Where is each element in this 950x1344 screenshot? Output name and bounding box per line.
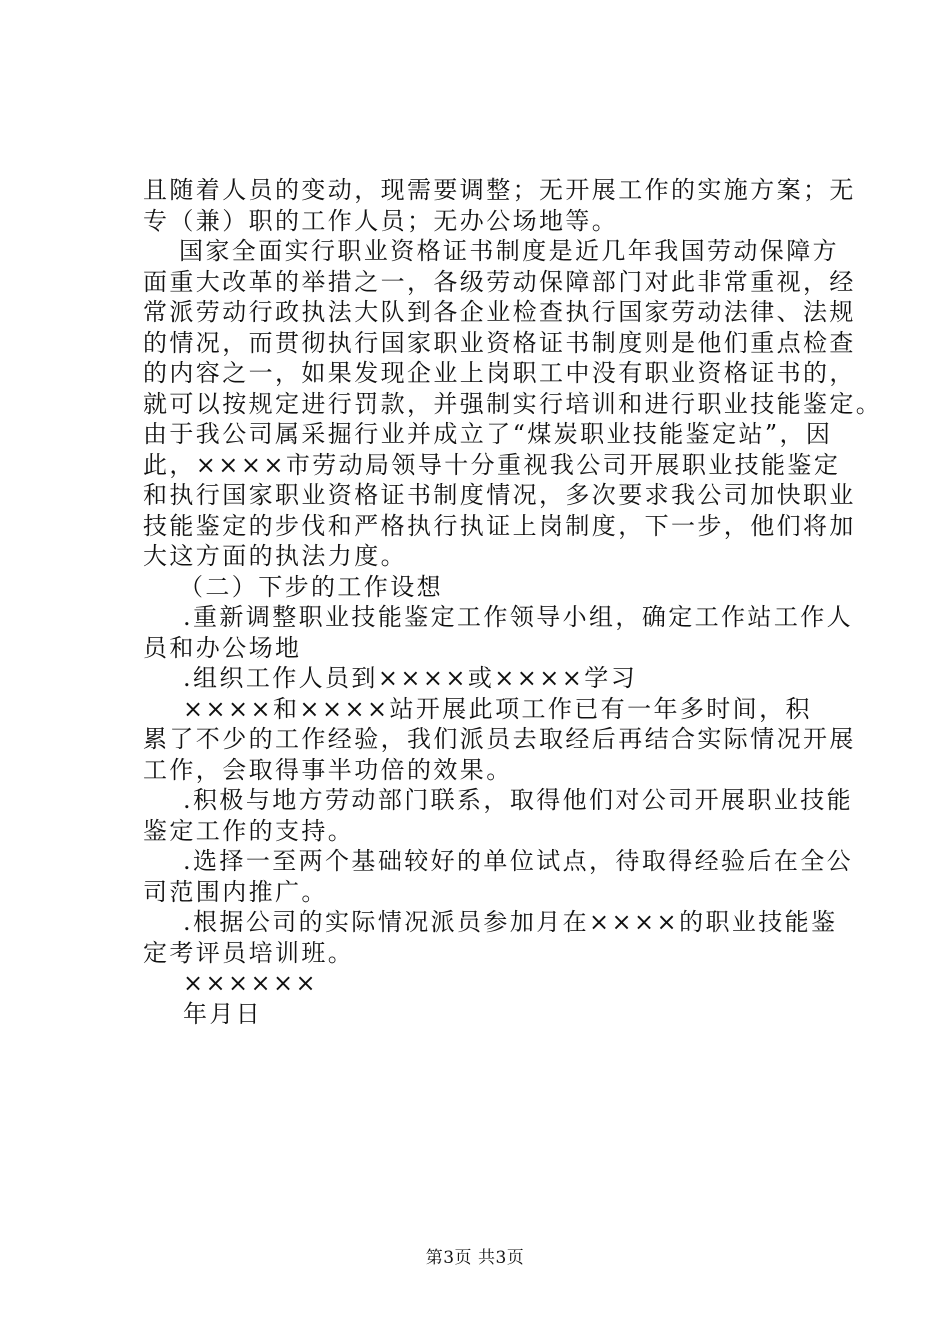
list-item: .选择一至两个基础较好的单位试点，待取得经验后在全公 bbox=[183, 847, 854, 875]
body-line: 由于我公司属采掘行业并成立了“煤炭职业技能鉴定站”，因 bbox=[143, 420, 833, 448]
section-heading: （二）下步的工作设想 bbox=[179, 572, 443, 601]
body-line: 面重大改革的举措之一，各级劳动保障部门对此非常重视，经 bbox=[143, 267, 856, 296]
list-item: .重新调整职业技能鉴定工作领导小组，确定工作站工作人 bbox=[183, 603, 854, 631]
body-line: 的情况，而贯彻执行国家职业资格证书制度则是他们重点检查 bbox=[143, 328, 856, 357]
body-line: 累了不少的工作经验，我们派员去取经后再结合实际情况开展 bbox=[143, 725, 856, 753]
body-line: 且随着人员的变动，现需要调整；无开展工作的实施方案；无 bbox=[143, 176, 856, 204]
body-line: 鉴定工作的支持。 bbox=[143, 816, 355, 845]
list-item: .积极与地方劳动部门联系，取得他们对公司开展职业技能 bbox=[183, 786, 854, 814]
body-line: 此，××××市劳动局领导十分重视我公司开展职业技能鉴定 bbox=[143, 450, 841, 479]
page-footer: 第3页 共3页 bbox=[425, 1248, 525, 1268]
document-body bbox=[143, 175, 883, 1029]
body-line: 技能鉴定的步伐和严格执行执证上岗制度，下一步，他们将加 bbox=[143, 511, 856, 540]
body-line: 和执行国家职业资格证书制度情况，多次要求我公司加快职业 bbox=[143, 481, 856, 509]
signature-line: ×××××× bbox=[183, 969, 319, 997]
date-line: 年月日 bbox=[183, 999, 263, 1028]
body-line: 的内容之一，如果发现企业上岗职工中没有职业资格证书的， bbox=[143, 359, 856, 387]
body-line: 工作，会取得事半功倍的效果。 bbox=[143, 755, 513, 784]
body-line: 常派劳动行政执法大队到各企业检查执行国家劳动法律、法规 bbox=[143, 298, 856, 326]
body-line: 定考评员培训班。 bbox=[143, 938, 355, 967]
body-line: 司范围内推广。 bbox=[143, 877, 328, 906]
body-line: 大这方面的执法力度。 bbox=[143, 542, 407, 570]
list-item: .根据公司的实际情况派员参加月在××××的职业技能鉴 bbox=[183, 908, 838, 936]
body-line: 专（兼）职的工作人员；无办公场地等。 bbox=[143, 206, 619, 235]
body-line: 就可以按规定进行罚款，并强制实行培训和进行职业技能鉴定。 bbox=[143, 389, 883, 418]
body-line: ××××和××××站开展此项工作已有一年多时间，积 bbox=[183, 694, 812, 723]
body-line: 国家全面实行职业资格证书制度是近几年我国劳动保障方 bbox=[179, 237, 839, 265]
body-line: 员和办公场地 bbox=[143, 633, 302, 662]
list-item: .组织工作人员到××××或××××学习 bbox=[183, 664, 638, 692]
